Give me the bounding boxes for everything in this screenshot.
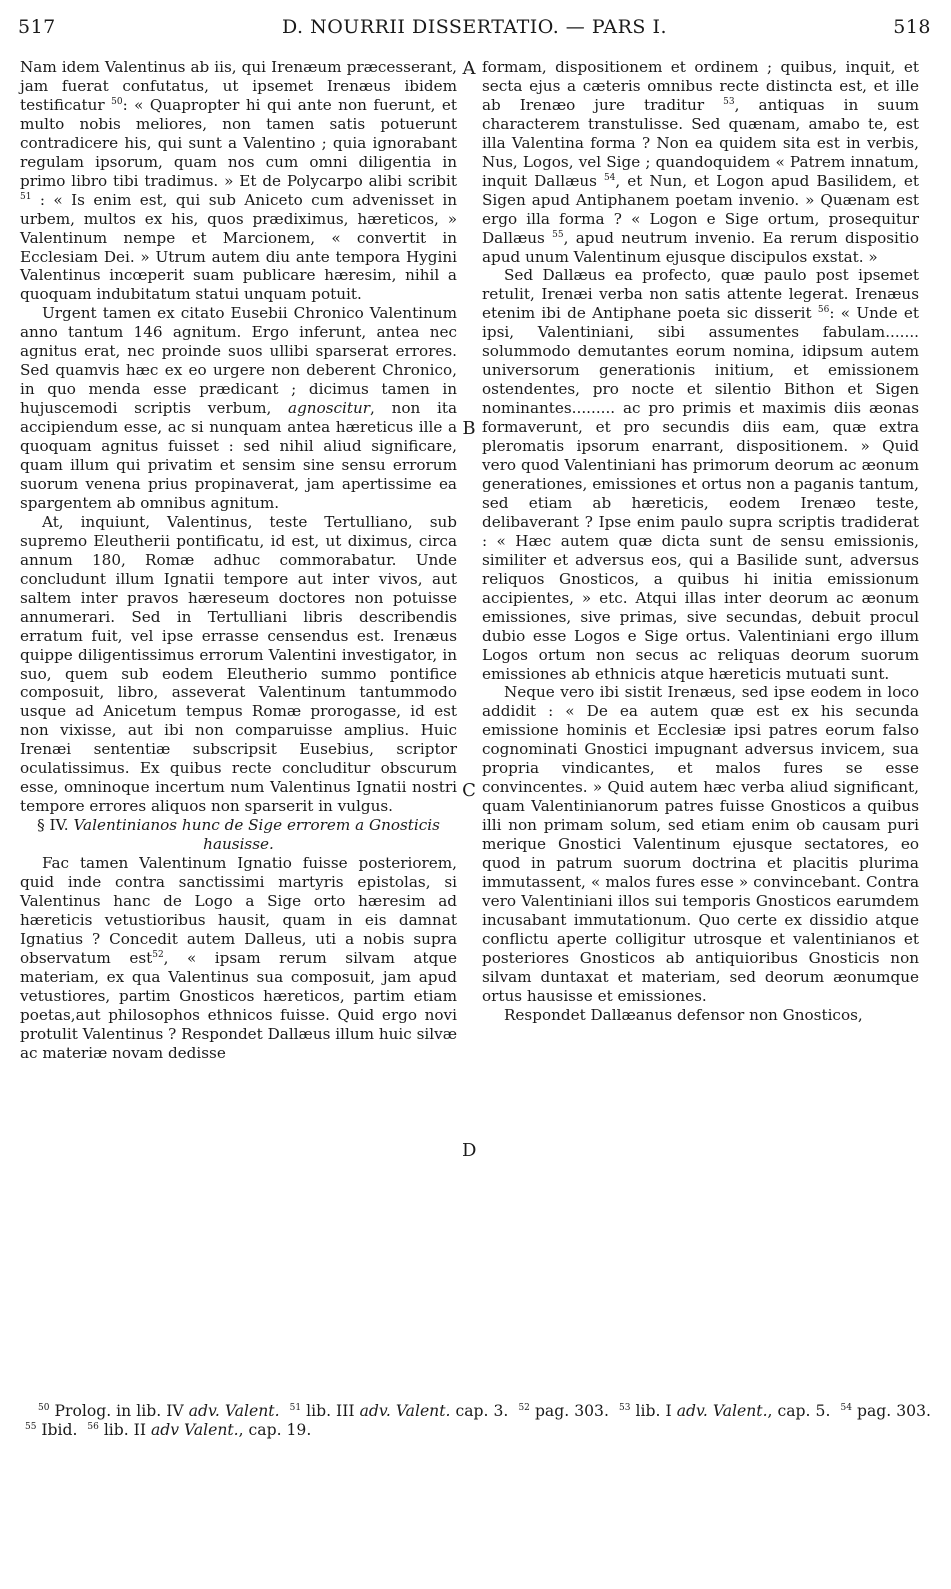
footnote-ref[interactable]: 51 (20, 191, 32, 202)
italic-term: agnoscitur (288, 399, 371, 418)
margin-marker-b: B (462, 418, 476, 439)
paragraph: Respondet Dallæanus defensor non Gnosticos, (504, 1005, 863, 1024)
section-heading (20, 816, 457, 854)
footnote-ref[interactable]: 52 (152, 949, 164, 960)
page-number-right: 518 (893, 16, 931, 38)
paragraph: Nam idem Valentinus ab iis, qui Irenæum præcesserant, jam fuerat confutatus, ut ipsemet Irenæus ibidem testificatur $^{50}$: « Quapropter hi qui ante non fuerunt, et multo nobis meliores, non tamen satis potuerunt contradicere his, qui sunt a Valentino ; quia ignorabant regulam ipsorum, quam nos cum omni diligentia in primo libro tibi tradimus. » Et de Polycarpo alibi scribit $^{51}$ : « Is enim est, qui sub Aniceto cum advenisset in urbem, multos ex his, quos prædiximus, hæreticos, » Valentinum nempe et Marcionem, « convertit in Ecclesiam Dei. » Utrum autem diu ante tempora Hygini Valentinus incœperit suam publicare hæresim, nihil a quoquam indubitatum statui unquam potuit. (20, 58, 458, 304)
running-title: D. NOURRII DISSERTATIO. — PARS I. (281, 16, 668, 38)
paragraph: Urgent tamen ex citato Eusebii Chronico Valentinum anno tantum 146 agnitum. Ergo inferunt, antea nec agnitus erat, nec proinde suos ullibi sparserat errores. Sed quamvis hæc ex eo urgere non deberent Chronico, in quo menda esse prædicant ; dicimus tamen in hujuscemodi scriptis verbum, agnoscitur, non ita accipiendum esse, ac si nunquam antea hæreticus ille a quoquam agnitus fuisset : sed nihil aliud significare, quam illum qui privatim et sensim sine sensu errorum suorum venena prius propinaverat, jam apertissime ea spargentem ab omnibus agnitum. (20, 304, 457, 512)
footnote-ref[interactable]: 54 (603, 172, 616, 183)
paragraph: Sed Dallæus ea profecto, quæ paulo post ipsemet retulit, Irenæi verba non satis attente legerat. Irenæus etenim ibi de Antiphane poeta sic disserit $^{56}$: « Unde et ipsi, Valentiniani, sibi assumentes fabulam....... solummodo demutantes eorum nomina, idipsum autem universorum generationis initium, et emissionem ostendentes, pro nocte et silentio Bithon et Sigen nominantes......... ac pro primis et maximis diis æonas formaverunt, et pro secundis diis eam, quæ extra pleromatis ipsorum enarrant, dispositionem. » Quid vero quod Valentiniani has primorum deorum ac æonum generationes, emissiones et ortus non a paganis tantum, sed etiam ab hæreticis, eodem Irenæo teste, delibaverant ? Ipse enim paulo supra scriptis tradiderat : « Hæc autem quæ dicta sunt de sensu emissionis, similiter et adversus eos, qui a Basilide sunt, adversus reliquos Gnosticos, a quibus hi initia emissionum accipientes, » etc. Atqui illas inter deorum ac æonum emissiones, sive primas, sive secundas, debuit procul dubio esse Logos e Sige ortus. Valentiniani ergo illum Logos ortum non secus ac reliquas deorum suorum emissiones ab ethnicis atque hæreticis mutuati sunt. (482, 266, 920, 683)
footnote-ref[interactable]: 50 (111, 96, 123, 107)
section-number: § IV. (37, 816, 69, 835)
footnote-ref[interactable]: 53 (723, 96, 735, 107)
section-title: Valentinianos hunc de Sige errorem a Gnosticis hausisse. (73, 816, 440, 854)
page-number-left: 517 (18, 16, 56, 38)
footnote-ref[interactable]: 56 (817, 305, 830, 316)
footnote-ref[interactable]: 55 (552, 229, 564, 240)
paragraph: Neque vero ibi sistit Irenæus, sed ipse eodem in loco addidit : « De ea autem quæ est ex his secunda emissione hominis et Ecclesiæ ipsi patres eorum falso cognominati Gnostici impugnant adversus invicem, sua propria vindicantes, et malos fures se esse convincentes. » Quid autem hæc verba aliud significant, quam Valentinianorum patres fuisse Gnosticos a quibus illi non primam solum, sed etiam enim ob causam puri merique Gnostici Valentinum ejusque sectatores, eo quod in patrum suorum doctrina et placitis plurima immutassent, « malos fures esse » convincebant. Contra vero Valentiniani illos sui temporis Gnosticos earumdem incusabant immutationum. Quo certe ex dissidio atque conflictu aperte colligitur utrosque et valentinianos et posteriores Gnosticos ab antiquioribus Gnosticis non silvam duntaxat et materiam, sed deorum æonumque ortus hausisse et emissiones. (482, 683, 919, 1005)
paragraph: Fac tamen Valentinum Ignatio fuisse posteriorem, quid inde contra sanctissimi martyris epistolas, si Valentinus hanc de Logo a Sige orto hæresim ad hæreticis vetustioribus hausit, quam in eis damnat Ignatius ? Concedit autem Dalleus, uti a nobis supra observatum est$^{52}$, « ipsam rerum silvam atque materiam, ex qua Valentinus sua composuit, jam apud vetustiores, partim Gnosticos hæreticos, partim etiam poetas,aut philosophos ethnicos fuisse. Quid ergo novi protulit Valentinus ? Respondet Dallæus illum huic silvæ ac materiæ novam dedisse (20, 854, 457, 1062)
footnotes (20, 1402, 931, 1440)
left-column (20, 58, 457, 1063)
margin-marker-a: A (462, 58, 476, 79)
paragraph: formam, dispositionem et ordinem ; quibus, inquit, et secta ejus a cæteris omnibus recte distincta est, et ille ab Irenæo jure traditur $^{53}$, antiquas in suum characterem transtulisse. Sed quænam, amabo te, est illa Valentina forma ? Non ea quidem sita est in verbis, Nus, Logos, vel Sige ; quandoquidem « Patrem innatum, inquit Dallæus $^{54}$, et Nun, et Logon apud Basilidem, et Sigen apud Antiphanem poetam invenio. » Quænam est ergo illa forma ? « Logon e Sige ortum, prosequitur Dallæus $^{55}$, apud neutrum invenio. Ea rerum dispositio apud unum Valentinum ejusque discipulos exstat. » (482, 58, 920, 266)
footnote-line: $^{50}$ Prolog. in lib. IV adv. Valent. $^{51}$ lib. III adv. Valent. cap. 3. $^{52}$ pag. 303. $^{53}$ lib. I adv. Valent., cap. 5. $^{54}$ pag. 303. $^{55}$ Ibid. $^{56}$ lib. II adv Valent., cap. 19. (24, 1402, 931, 1439)
paragraph: At, inquiunt, Valentinus, teste Tertulliano, sub supremo Eleutherii pontificatu, id est, ut diximus, circa annum 180, Romæ adhuc commorabatur. Unde concludunt illum Ignatii tempore aut inter vivos, aut saltem inter pravos hæreseum doctores non potuisse annumerari. Sed in Tertulliani libris describendis erratum fuit, vel ipse errasse censendus est. Irenæus quippe diligentissimus errorum Valentini investigator, in suo, quem sub eodem Eleutherio summo pontifice composuit, libro, asseverat Valentinum tantummodo usque ad Anicetum tempus Romæ prorogasse, id est non vixisse, aut ibi non comparuisse amplius. Huic Irenæi sententiæ subscripsit Eusebius, scriptor oculatissimus. Ex quibus recte concluditur obscurum esse, omninoque incertum num Valentinus Ignatii nostri tempore errores aliquos non sparserit in vulgus. (20, 512, 457, 816)
right-column (482, 58, 919, 1025)
margin-marker-c: C (462, 780, 476, 801)
margin-marker-d: D (462, 1140, 477, 1161)
running-header (18, 16, 931, 46)
